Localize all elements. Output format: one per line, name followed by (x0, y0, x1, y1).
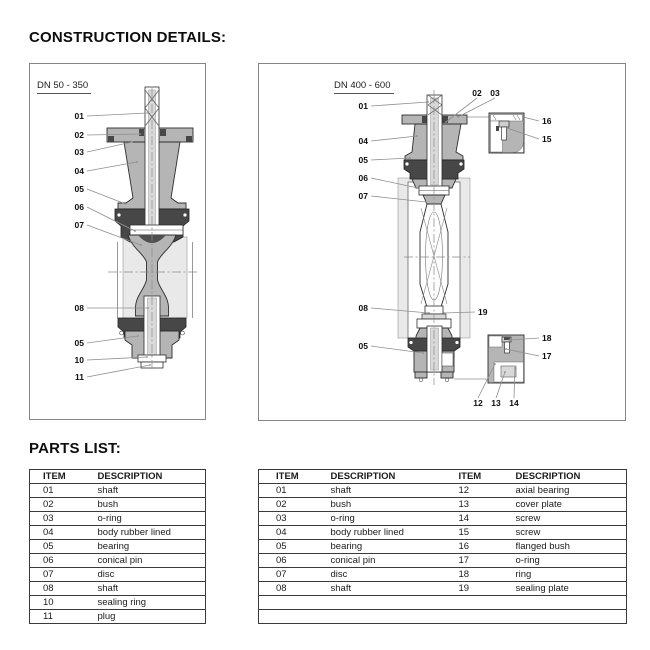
table-cell (516, 596, 627, 610)
table-cell: 02 (259, 498, 331, 512)
part-callout-02: 02 (472, 88, 482, 98)
parts-list-title: PARTS LIST: (29, 440, 121, 457)
diagram-caption-dn400-600: DN 400 - 600 (334, 80, 394, 94)
part-callout-05: 05 (358, 341, 368, 351)
part-callout-08: 08 (358, 303, 368, 313)
table-cell: body rubber lined (98, 526, 206, 540)
part-callout-07: 07 (358, 191, 368, 201)
table-cell: cover plate (516, 498, 627, 512)
part-callout-05: 05 (74, 184, 84, 194)
column-header: DESCRIPTION (331, 470, 459, 484)
table-cell: disc (98, 568, 206, 582)
table-cell: 08 (259, 582, 331, 596)
table-cell (259, 610, 331, 624)
table-cell: bearing (331, 540, 459, 554)
table-cell: shaft (331, 582, 459, 596)
table-cell: ring (516, 568, 627, 582)
table-cell: 10 (30, 596, 98, 610)
table-cell: 15 (459, 526, 516, 540)
diagram-caption-dn50-350: DN 50 - 350 (37, 80, 91, 94)
part-callout-05: 05 (74, 338, 84, 348)
table-cell: conical pin (331, 554, 459, 568)
table-cell: screw (516, 512, 627, 526)
table-cell: flanged bush (516, 540, 627, 554)
table-row (259, 554, 627, 568)
part-callout-04: 04 (358, 136, 368, 146)
part-callout-13: 13 (491, 398, 501, 408)
table-cell: sealing ring (98, 596, 206, 610)
table-cell: shaft (331, 484, 459, 498)
table-cell: bush (331, 498, 459, 512)
table-row (259, 540, 627, 554)
table-cell: 04 (259, 526, 331, 540)
part-callout-15: 15 (542, 134, 552, 144)
part-callout-08: 08 (74, 303, 84, 313)
table-cell: 18 (459, 568, 516, 582)
table-cell (459, 596, 516, 610)
column-header: ITEM (259, 470, 331, 484)
part-callout-16: 16 (542, 116, 552, 126)
table-cell: 19 (459, 582, 516, 596)
table-row (259, 582, 627, 596)
table-cell: 02 (30, 498, 98, 512)
table-cell (259, 596, 331, 610)
parts-table-dn50-350 (29, 469, 206, 624)
table-row (30, 596, 206, 610)
table-cell: shaft (98, 582, 206, 596)
diagram-box-dn50-350 (29, 63, 206, 420)
table-cell (331, 610, 459, 624)
table-row (30, 568, 206, 582)
table-cell: o-ring (98, 512, 206, 526)
table-row (30, 610, 206, 624)
part-callout-14: 14 (509, 398, 519, 408)
table-cell: 03 (259, 512, 331, 526)
table-cell: 06 (259, 554, 331, 568)
table-row (30, 582, 206, 596)
table-row (30, 526, 206, 540)
table-cell: body rubber lined (331, 526, 459, 540)
part-callout-07: 07 (74, 220, 84, 230)
part-callout-10: 10 (74, 355, 84, 365)
header-row (259, 470, 627, 484)
table-cell: 14 (459, 512, 516, 526)
column-header: DESCRIPTION (516, 470, 627, 484)
table-cell: conical pin (98, 554, 206, 568)
table-cell: 04 (30, 526, 98, 540)
table-cell: 17 (459, 554, 516, 568)
table-cell: screw (516, 526, 627, 540)
table-cell: axial bearing (516, 484, 627, 498)
table-row (30, 484, 206, 498)
part-callout-01: 01 (74, 111, 84, 121)
table-row (259, 484, 627, 498)
table-cell: 01 (259, 484, 331, 498)
table-cell: 06 (30, 554, 98, 568)
part-callout-03: 03 (490, 88, 500, 98)
table-cell: o-ring (331, 512, 459, 526)
table-row (259, 526, 627, 540)
table-cell (516, 610, 627, 624)
part-callout-06: 06 (74, 202, 84, 212)
table-cell: 13 (459, 498, 516, 512)
table-row (30, 512, 206, 526)
part-callout-04: 04 (74, 166, 84, 176)
table-cell: 08 (30, 582, 98, 596)
table-row (259, 512, 627, 526)
table-cell: 07 (30, 568, 98, 582)
construction-details-title: CONSTRUCTION DETAILS: (29, 29, 227, 46)
part-callout-18: 18 (542, 333, 552, 343)
table-cell: bearing (98, 540, 206, 554)
table-cell: 05 (30, 540, 98, 554)
table-cell: 12 (459, 484, 516, 498)
part-callout-17: 17 (542, 351, 552, 361)
part-callout-05: 05 (358, 155, 368, 165)
table-cell (459, 610, 516, 624)
part-callout-03: 03 (74, 147, 84, 157)
table-row (30, 540, 206, 554)
table-cell: 03 (30, 512, 98, 526)
column-header: ITEM (459, 470, 516, 484)
table-cell: 05 (259, 540, 331, 554)
parts-table-dn400-600 (258, 469, 627, 624)
table-row (259, 610, 627, 624)
table-row (259, 498, 627, 512)
column-header: DESCRIPTION (98, 470, 206, 484)
column-header: ITEM (30, 470, 98, 484)
table-cell (331, 596, 459, 610)
table-cell: disc (331, 568, 459, 582)
part-callout-01: 01 (358, 101, 368, 111)
part-callout-06: 06 (358, 173, 368, 183)
table-cell: o-ring (516, 554, 627, 568)
table-row (30, 554, 206, 568)
table-cell: sealing plate (516, 582, 627, 596)
part-callout-02: 02 (74, 130, 84, 140)
table-cell: 07 (259, 568, 331, 582)
table-cell: plug (97, 611, 116, 622)
part-callout-19: 19 (478, 307, 488, 317)
diagram-box-dn400-600 (258, 63, 626, 421)
table-cell: bush (98, 498, 206, 512)
table-cell: 16 (459, 540, 516, 554)
table-row (30, 498, 206, 512)
table-row (259, 596, 627, 610)
part-callout-11: 11 (75, 372, 84, 382)
table-cell: 11 (43, 611, 53, 622)
table-cell: 01 (30, 484, 98, 498)
header-row (30, 470, 206, 484)
part-callout-12: 12 (473, 398, 483, 408)
table-row (259, 568, 627, 582)
table-cell: shaft (98, 484, 206, 498)
